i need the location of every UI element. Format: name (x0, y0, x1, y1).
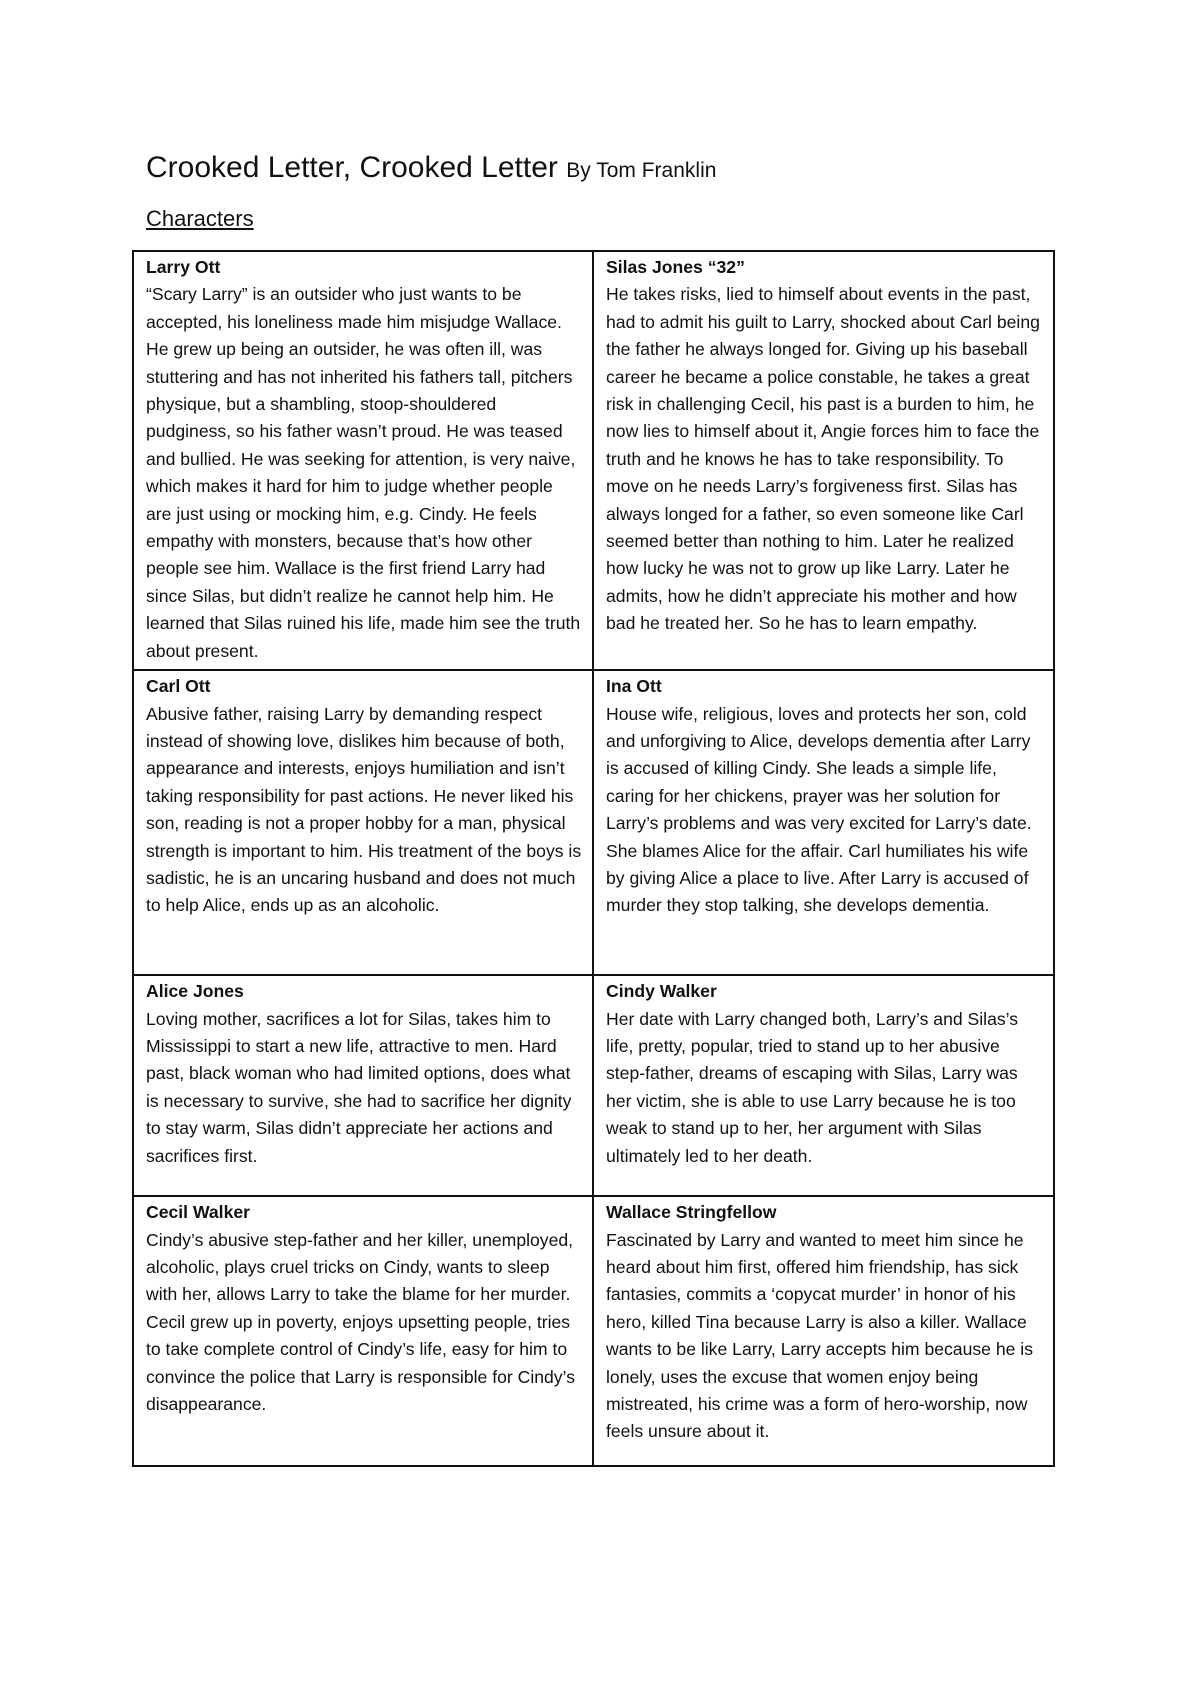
character-cell-cindy-walker (593, 975, 1054, 1196)
character-cell-alice-jones (133, 975, 593, 1196)
character-description: Her date with Larry changed both, Larry’s and Silas’s life, pretty, popular, tried to stand up to her abusive step-father, dreams of escaping with Silas, Larry was her victim, she is able to use Larry because he is too weak to stand up to her, her argument with Silas ultimately led to her death. (606, 1008, 1019, 1166)
character-name: Larry Ott (146, 257, 221, 277)
character-name: Carl Ott (146, 676, 211, 697)
table-row (133, 670, 1054, 975)
table-row (133, 1196, 1054, 1466)
table-row (133, 975, 1054, 1196)
character-description: Abusive father, raising Larry by demanding respect instead of showing love, dislikes him because of both, appearance and interests, enjoys humiliation and isn’t taking responsibility for past actions. He never liked his son, reading is not a proper hobby for a man, physical strength is important to him. His treatment of the boys is sadistic, he is an uncaring husband and does not much to help Alice, ends up as an alcoholic. (146, 703, 582, 916)
character-description: Loving mother, sacrifices a lot for Silas, takes him to Mississippi to start a new life, attractive to men. Hard past, black woman who had limited options, does what is necessary to survive, she had to sacrifice her dignity to stay warm, Silas didn’t appreciate her actions and sacrifices first. (146, 1008, 572, 1166)
character-name: Cecil Walker (146, 1202, 250, 1223)
table-row (133, 251, 1054, 670)
document-title (146, 150, 716, 189)
character-description: House wife, religious, loves and protects her son, cold and unforgiving to Alice, develops dementia after Larry is accused of killing Cindy. She leads a simple life, caring for her chickens, prayer was her solution for Larry’s problems and was very excited for Larry’s date. She blames Alice for the affair. Carl humiliates his wife by giving Alice a place to live. After Larry is accused of murder they stop talking, she develops dementia. (606, 703, 1032, 916)
character-cell-cecil-walker (133, 1196, 593, 1466)
character-cell-silas-jones (593, 251, 1054, 670)
character-description: Fascinated by Larry and wanted to meet him since he heard about him first, offered him friendship, has sick fantasies, commits a ‘copycat murder’ in honor of his hero, killed Tina because Larry is also a killer. Wallace wants to be like Larry, Larry accepts him because he is lonely, uses the excuse that women enjoy being mistreated, his crime was a form of hero-worship, now feels unsure about it. (606, 1229, 1034, 1442)
section-heading: Characters (146, 206, 254, 231)
character-name: Silas Jones “32” (606, 257, 745, 277)
character-description: He takes risks, lied to himself about events in the past, had to admit his guilt to Larry, shocked about Carl being the father he always longed for. Giving up his baseball career he became a police constable, he takes a great risk in challenging Cecil, his past is a burden to him, he now lies to himself about it, Angie forces him to face the truth and he knows he has to take responsibility. To move on he needs Larry’s forgiveness first. Silas has always longed for a father, so even someone like Carl seemed better than nothing to him. Later he realized how lucky he was not to grow up like Larry. Later he admits, how he didn’t appreciate his mother and how bad he treated her. So he has to learn empathy. (606, 284, 1040, 634)
character-name: Wallace Stringfellow (606, 1202, 777, 1223)
character-name: Alice Jones (146, 981, 244, 1002)
character-cell-carl-ott (133, 670, 593, 975)
character-cell-wallace-stringfellow (593, 1196, 1054, 1466)
character-cell-ina-ott (593, 670, 1054, 975)
characters-table (132, 250, 1055, 1467)
character-name: Cindy Walker (606, 981, 717, 1002)
character-description: Cindy’s abusive step-father and her killer, unemployed, alcoholic, plays cruel tricks on Cindy, wants to sleep with her, allows Larry to take the blame for her murder. Cecil grew up in poverty, enjoys upsetting people, tries to take complete control of Cindy’s life, easy for him to convince the police that Larry is responsible for Cindy’s disappearance. (146, 1229, 575, 1414)
title-text: Crooked Letter, Crooked Letter (146, 151, 558, 184)
byline: By Tom Franklin (566, 159, 717, 182)
character-name: Ina Ott (606, 676, 662, 697)
character-description: “Scary Larry” is an outsider who just wants to be accepted, his loneliness made him misjudge Wallace. He grew up being an outsider, he was often ill, was stuttering and has not inherited his fathers tall, pitchers physique, but a shambling, stoop-shouldered pudginess, so his father wasn’t proud. He was teased and bullied. He was seeking for attention, is very naive, which makes it hard for him to judge whether people are just using or mocking him, e.g. Cindy. He feels empathy with monsters, because that’s how other people see him. Wallace is the first friend Larry had since Silas, but didn’t realize he cannot help him. He learned that Silas ruined his life, made him see the truth about present. (146, 284, 581, 661)
character-cell-larry-ott (133, 251, 593, 670)
